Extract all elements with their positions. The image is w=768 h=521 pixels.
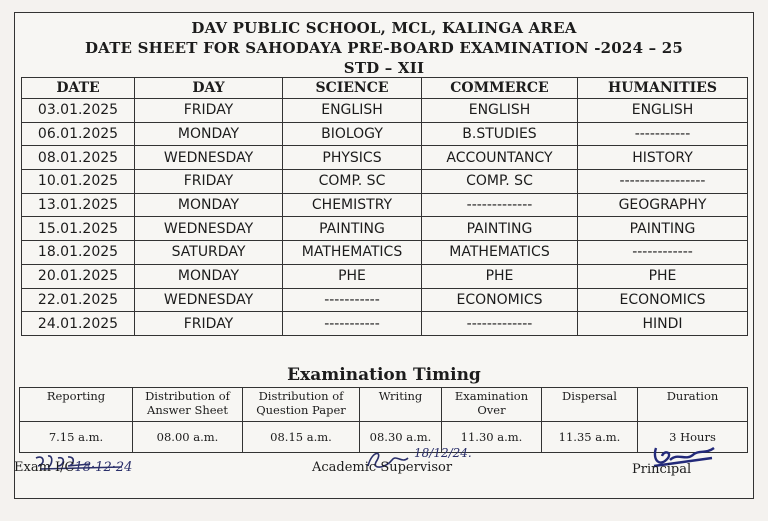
- day-cell: WEDNESDAY: [135, 217, 283, 241]
- column-header: DATE: [22, 78, 135, 99]
- date-cell: 22.01.2025: [22, 288, 135, 312]
- day-cell: MONDAY: [135, 264, 283, 288]
- humanities-cell: GEOGRAPHY: [578, 193, 748, 217]
- date-sheet-table: [21, 77, 748, 336]
- table-row: [22, 241, 748, 265]
- table-row: [22, 170, 748, 194]
- date-cell: 20.01.2025: [22, 264, 135, 288]
- column-header: COMMERCE: [422, 78, 578, 99]
- timing-value: 11.35 a.m.: [542, 422, 638, 453]
- commerce-cell: MATHEMATICS: [422, 241, 578, 265]
- science-cell: PHE: [283, 264, 422, 288]
- humanities-cell: -----------------: [578, 170, 748, 194]
- timing-column-header: Duration: [638, 388, 748, 422]
- timing-value: 08.15 a.m.: [243, 422, 360, 453]
- timing-header-row: [20, 388, 748, 422]
- exam-ic-title: Exam I/C: [14, 460, 75, 475]
- timing-column-header: Distribution of Answer Sheet: [133, 388, 243, 422]
- table-row: [22, 312, 748, 336]
- commerce-cell: PHE: [422, 264, 578, 288]
- humanities-cell: ECONOMICS: [578, 288, 748, 312]
- day-cell: FRIDAY: [135, 170, 283, 194]
- timing-table: [19, 387, 748, 453]
- school-name: DAV PUBLIC SCHOOL, MCL, KALINGA AREA: [191, 19, 577, 37]
- day-cell: WEDNESDAY: [135, 288, 283, 312]
- column-header: HUMANITIES: [578, 78, 748, 99]
- exam-ic-date: 18·12·24: [74, 460, 133, 475]
- commerce-cell: COMP. SC: [422, 170, 578, 194]
- timing-column-header: Examination Over: [442, 388, 542, 422]
- date-cell: 06.01.2025: [22, 122, 135, 146]
- timing-column-header: Reporting: [20, 388, 133, 422]
- table-row: [22, 264, 748, 288]
- science-cell: COMP. SC: [283, 170, 422, 194]
- day-cell: MONDAY: [135, 122, 283, 146]
- table-row: [22, 217, 748, 241]
- timing-column-header: Writing: [360, 388, 442, 422]
- table-row: [22, 99, 748, 123]
- humanities-cell: -----------: [578, 122, 748, 146]
- day-cell: SATURDAY: [135, 241, 283, 265]
- humanities-cell: PAINTING: [578, 217, 748, 241]
- science-cell: PHYSICS: [283, 146, 422, 170]
- date-cell: 13.01.2025: [22, 193, 135, 217]
- timing-value: 08.00 a.m.: [133, 422, 243, 453]
- science-cell: ENGLISH: [283, 99, 422, 123]
- academic-supervisor-label: Academic Supervisor: [312, 460, 453, 475]
- science-cell: CHEMISTRY: [283, 193, 422, 217]
- timing-value: 11.30 a.m.: [442, 422, 542, 453]
- science-cell: MATHEMATICS: [283, 241, 422, 265]
- table-row: [22, 288, 748, 312]
- commerce-cell: B.STUDIES: [422, 122, 578, 146]
- commerce-cell: ACCOUNTANCY: [422, 146, 578, 170]
- commerce-cell: ECONOMICS: [422, 288, 578, 312]
- commerce-cell: PAINTING: [422, 217, 578, 241]
- science-cell: -----------: [283, 288, 422, 312]
- commerce-cell: -------------: [422, 193, 578, 217]
- date-cell: 24.01.2025: [22, 312, 135, 336]
- table-row: [22, 122, 748, 146]
- date-cell: 03.01.2025: [22, 99, 135, 123]
- class-label: STD – XII: [343, 59, 425, 77]
- principal-label: Principal: [632, 462, 692, 477]
- commerce-cell: -------------: [422, 312, 578, 336]
- day-cell: FRIDAY: [135, 312, 283, 336]
- document-title: DATE SHEET FOR SAHODAYA PRE-BOARD EXAMINATION -2024 – 25: [84, 39, 684, 57]
- humanities-cell: HISTORY: [578, 146, 748, 170]
- timing-value: 3 Hours: [638, 422, 748, 453]
- date-cell: 08.01.2025: [22, 146, 135, 170]
- column-header: SCIENCE: [283, 78, 422, 99]
- timing-value: 08.30 a.m.: [360, 422, 442, 453]
- academic-sign-date: 18/12/24.: [414, 446, 472, 460]
- science-cell: BIOLOGY: [283, 122, 422, 146]
- humanities-cell: ENGLISH: [578, 99, 748, 123]
- science-cell: -----------: [283, 312, 422, 336]
- humanities-cell: PHE: [578, 264, 748, 288]
- table-row: [22, 193, 748, 217]
- date-cell: 15.01.2025: [22, 217, 135, 241]
- column-header: DAY: [135, 78, 283, 99]
- timing-column-header: Distribution of Question Paper: [243, 388, 360, 422]
- humanities-cell: HINDI: [578, 312, 748, 336]
- exam-ic-label: [14, 460, 132, 475]
- date-sheet-header-row: [22, 78, 748, 99]
- date-sheet-document: [14, 12, 754, 499]
- timing-title: Examination Timing: [287, 365, 481, 385]
- day-cell: MONDAY: [135, 193, 283, 217]
- day-cell: WEDNESDAY: [135, 146, 283, 170]
- humanities-cell: ------------: [578, 241, 748, 265]
- day-cell: FRIDAY: [135, 99, 283, 123]
- date-cell: 18.01.2025: [22, 241, 135, 265]
- date-cell: 10.01.2025: [22, 170, 135, 194]
- table-row: [22, 146, 748, 170]
- commerce-cell: ENGLISH: [422, 99, 578, 123]
- timing-value: 7.15 a.m.: [20, 422, 133, 453]
- timing-column-header: Dispersal: [542, 388, 638, 422]
- science-cell: PAINTING: [283, 217, 422, 241]
